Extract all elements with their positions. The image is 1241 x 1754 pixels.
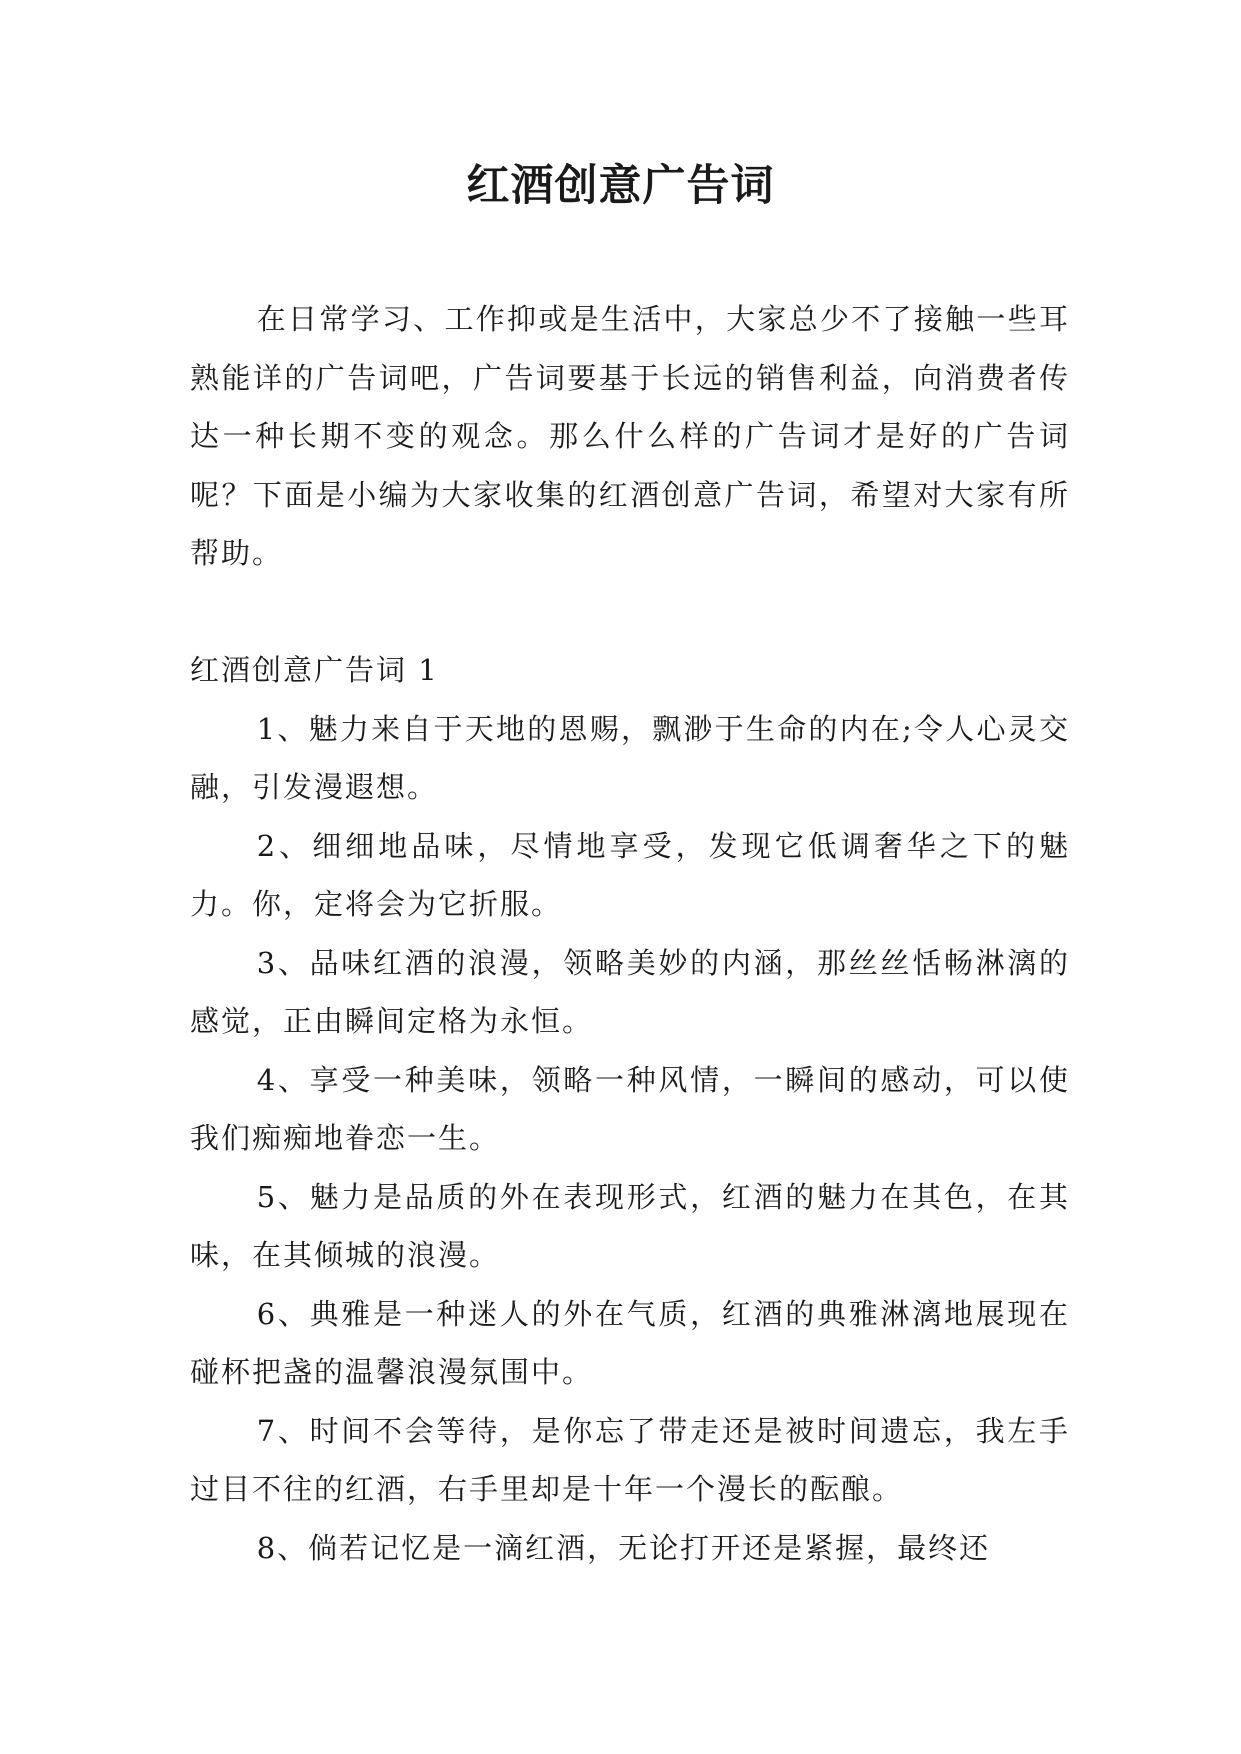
list-item: 8、倘若记忆是一滴红酒，无论打开还是紧握，最终还 (256, 1530, 991, 1565)
list-item: 6、典雅是一种迷人的外在气质，红酒的典雅淋漓地展现在碰杯把盏的温馨浪漫氛围中。 (190, 1296, 1070, 1389)
list-item: 3、品味红酒的浪漫，领略美妙的内涵，那丝丝恬畅淋漓的感觉，正由瞬间定格为永恒。 (190, 945, 1070, 1038)
list-item: 2、细细地品味，尽情地享受，发现它低调奢华之下的魅力。你，定将会为它折服。 (190, 828, 1070, 921)
intro-paragraph: 在日常学习、工作抑或是生活中，大家总少不了接触一些耳熟能详的广告词吧，广告词要基于长远的销售利益，向消费者传达一种长期不变的观念。那么什么样的广告词才是好的广告词呢？下面是小编为大家收集的红酒创意广告词，希望对大家有所帮助。 (190, 302, 1070, 570)
document-title: 红酒创意广告词 (466, 161, 775, 211)
paragraph-spacer (190, 583, 1070, 642)
list-item: 7、时间不会等待，是你忘了带走还是被时间遗忘，我左手过目不往的红酒，右手里却是十年一个漫长的酝酿。 (190, 1413, 1070, 1506)
document-body (190, 290, 1070, 1577)
section-heading: 红酒创意广告词 1 (190, 653, 439, 687)
list-item: 1、魅力来自于天地的恩赐，飘渺于生命的内在;令人心灵交融，引发漫遐想。 (190, 711, 1070, 804)
list-item: 5、魅力是品质的外在表现形式，红酒的魅力在其色，在其味，在其倾城的浪漫。 (190, 1179, 1070, 1272)
list-item: 4、享受一种美味，领略一种风情，一瞬间的感动，可以使我们痴痴地眷恋一生。 (190, 1062, 1070, 1155)
